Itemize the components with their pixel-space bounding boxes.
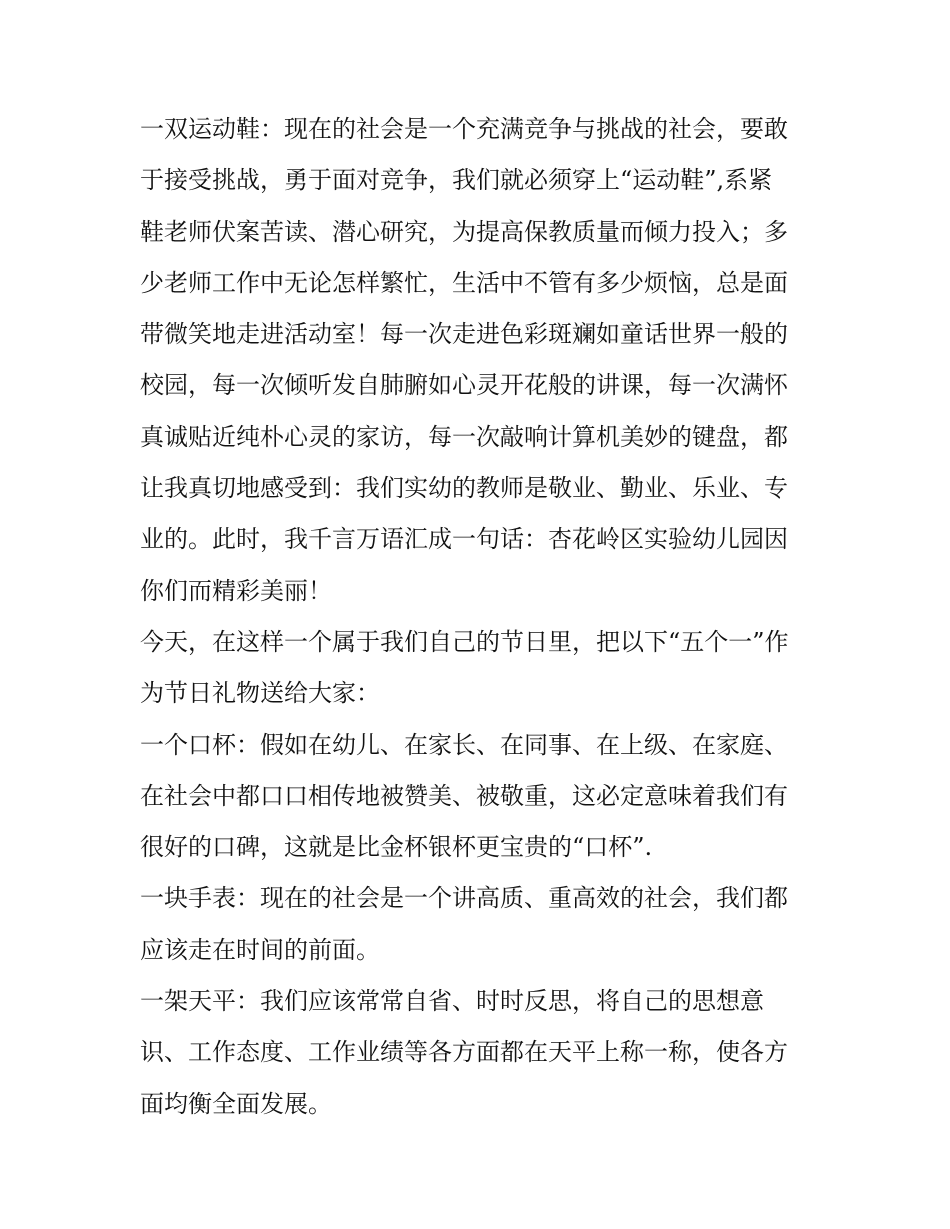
text-line-2: 于接受挑战，勇于面对竞争，我们就必须穿上“运动鞋”,系紧 xyxy=(140,166,773,195)
text-line-10: 你们而精彩美丽！ xyxy=(140,576,332,605)
text-line-11: 今天，在这样一个属于我们自己的节日里，把以下“五个一”作 xyxy=(140,627,789,656)
text-line-7: 真诚贴近纯朴心灵的家访，每一次敲响计算机美妙的键盘，都 xyxy=(140,422,788,451)
body-text xyxy=(140,104,830,1130)
text-line-9: 业的。此时，我千言万语汇成一句话：杏花岭区实验幼儿园因 xyxy=(140,525,788,554)
text-line-1: 一双运动鞋：现在的社会是一个充满竞争与挑战的社会，要敢 xyxy=(140,115,788,143)
text-line-15: 很好的口碑，这就是比金杯银杯更宝贵的“口杯”. xyxy=(140,833,653,862)
text-line-8: 让我真切地感受到：我们实幼的教师是敬业、勤业、乐业、专 xyxy=(140,474,788,503)
text-line-6: 校园，每一次倾听发自肺腑如心灵开花般的讲课，每一次满怀 xyxy=(140,371,788,400)
text-line-13: 一个口杯：假如在幼儿、在家长、在同事、在上级、在家庭、 xyxy=(140,730,788,759)
text-line-16: 一块手表：现在的社会是一个讲高质、重高效的社会，我们都 xyxy=(140,884,788,913)
text-line-17: 应该走在时间的前面。 xyxy=(140,935,380,964)
text-line-3: 鞋老师伏案苦读、潜心研究，为提高保教质量而倾力投入；多 xyxy=(140,217,788,246)
text-line-5: 带微笑地走进活动室！每一次走进色彩斑斓如童话世界一般的 xyxy=(140,320,788,349)
text-line-12: 为节日礼物送给大家： xyxy=(140,679,380,708)
text-line-19: 识、工作态度、工作业绩等各方面都在天平上称一称，使各方 xyxy=(140,1038,788,1067)
text-line-18: 一架天平：我们应该常常自省、时时反思，将自己的思想意 xyxy=(140,987,764,1016)
text-line-14: 在社会中都口口相传地被赞美、被敬重，这必定意味着我们有 xyxy=(140,781,788,810)
text-line-20: 面均衡全面发展。 xyxy=(140,1089,332,1118)
text-line-4: 少老师工作中无论怎样繁忙，生活中不管有多少烦恼，总是面 xyxy=(140,268,788,297)
